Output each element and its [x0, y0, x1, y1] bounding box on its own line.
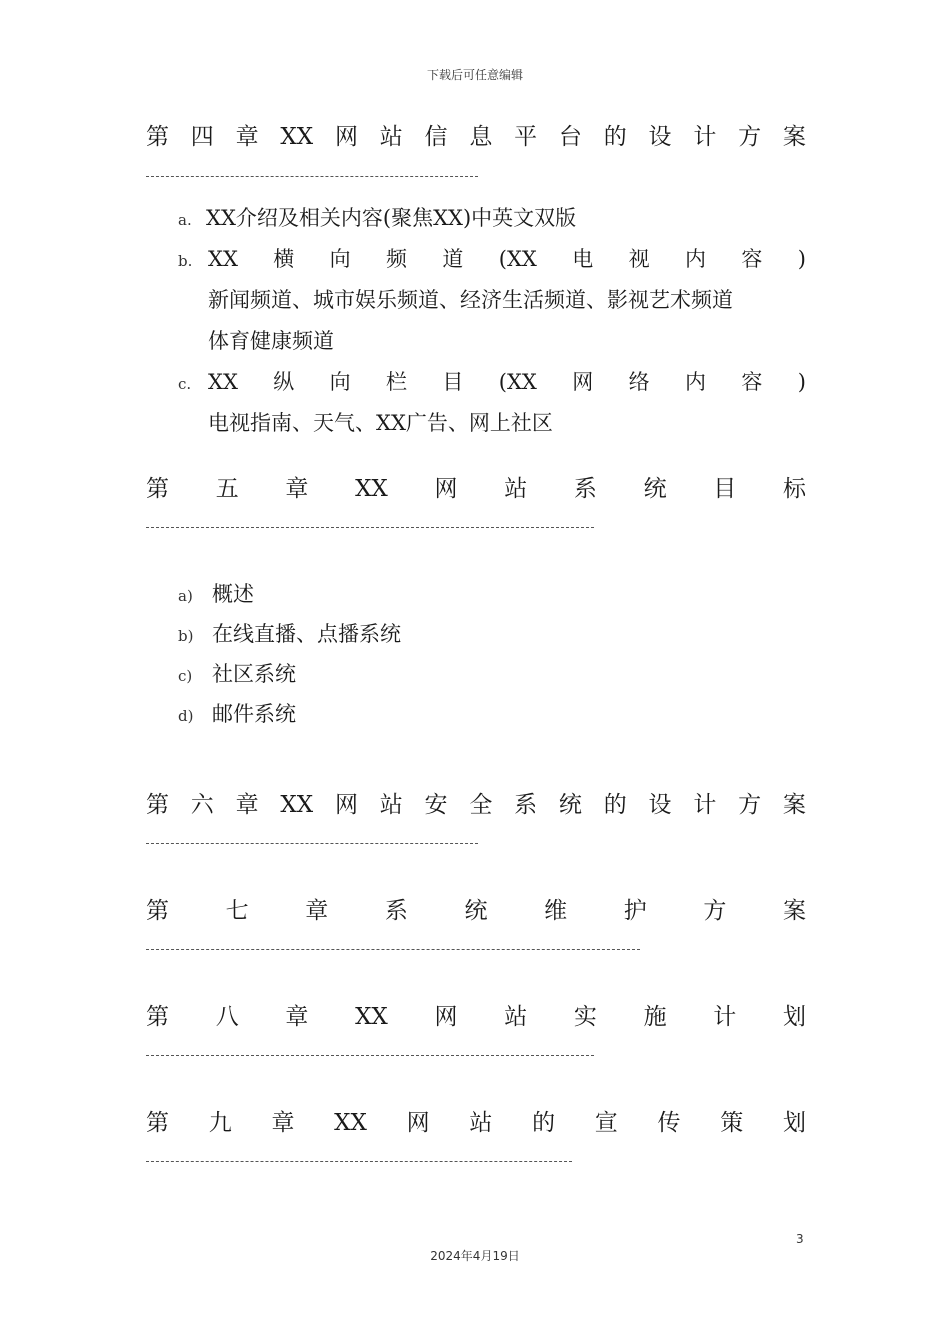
- title-glyph: 统: [464, 898, 488, 924]
- title-glyph: 容: [741, 247, 763, 271]
- title-glyph: (XX: [498, 247, 537, 271]
- title-glyph: ): [797, 370, 806, 394]
- title-glyph: 的: [603, 124, 627, 150]
- title-glyph: XX: [208, 247, 238, 271]
- title-glyph: 网: [572, 370, 594, 394]
- chapter-4-title: [146, 123, 806, 151]
- title-glyph: 内: [685, 247, 706, 271]
- title-glyph: 视: [628, 247, 650, 271]
- title-glyph: 第: [146, 1110, 169, 1136]
- title-glyph: 维: [544, 898, 568, 924]
- list-item-text: 在线直播、点播系统: [212, 622, 401, 646]
- title-glyph: 策: [720, 1110, 744, 1136]
- list-marker: c.: [178, 375, 192, 393]
- title-glyph: 站: [379, 792, 403, 818]
- title-glyph: XX: [334, 1110, 367, 1136]
- title-glyph: 系: [514, 792, 538, 818]
- page-header: 下载后可任意编辑: [426, 68, 523, 82]
- list-marker: b.: [178, 252, 193, 270]
- chapter-8-title: [146, 1003, 806, 1031]
- chapter-9-dash-leader: [146, 1161, 572, 1164]
- chapter-7-title: [146, 897, 806, 925]
- title-glyph: 实: [573, 1004, 597, 1030]
- title-glyph: ): [797, 247, 806, 271]
- list-item-c: [178, 660, 296, 690]
- title-glyph: 信: [424, 124, 448, 150]
- title-glyph: 章: [271, 1110, 295, 1136]
- page-footer-date: 2024年4月19日: [430, 1249, 520, 1263]
- chapter-5-dash-leader: [146, 527, 594, 530]
- list-item-a: [178, 580, 254, 610]
- title-glyph: 九: [208, 1110, 232, 1136]
- title-glyph: 六: [190, 792, 214, 818]
- title-glyph: 安: [424, 792, 448, 818]
- title-glyph: 全: [469, 792, 493, 818]
- title-glyph: 栏: [386, 370, 408, 394]
- title-glyph: 设: [648, 124, 672, 150]
- list-item-b-line1: [208, 245, 806, 273]
- title-glyph: 第: [146, 1004, 169, 1030]
- title-glyph: XX: [355, 476, 388, 502]
- title-glyph: 第: [146, 898, 169, 924]
- title-glyph: 站: [504, 1004, 528, 1030]
- list-item-b-marker: [178, 245, 192, 275]
- title-glyph: 电: [572, 247, 594, 271]
- title-glyph: 第: [146, 124, 169, 150]
- list-marker: a.: [178, 211, 192, 229]
- title-glyph: 网: [334, 792, 358, 818]
- list-marker: b): [178, 627, 194, 645]
- list-item-b: [178, 620, 401, 650]
- list-item-text: 概述: [212, 582, 254, 606]
- title-glyph: 系: [573, 476, 597, 502]
- title-glyph: 方: [738, 124, 762, 150]
- title-glyph: 站: [504, 476, 528, 502]
- title-glyph: 平: [514, 124, 538, 150]
- chapter-8-dash-leader: [146, 1055, 594, 1058]
- title-glyph: 八: [215, 1004, 239, 1030]
- chapter-6-dash-leader: [146, 843, 478, 846]
- list-item-text: 社区系统: [212, 662, 296, 686]
- title-glyph: 七: [225, 898, 249, 924]
- title-glyph: 四: [190, 124, 214, 150]
- list-marker: a): [178, 587, 193, 605]
- title-glyph: 站: [379, 124, 403, 150]
- title-glyph: 设: [648, 792, 672, 818]
- title-glyph: 方: [703, 898, 727, 924]
- chapter-7-dash-leader: [146, 949, 640, 952]
- title-glyph: 第: [146, 476, 169, 502]
- title-glyph: 计: [713, 1004, 737, 1030]
- title-glyph: 息: [469, 124, 493, 150]
- list-item-text: XX介绍及相关内容(聚焦XX)中英文双版: [206, 206, 577, 230]
- title-glyph: 纵: [273, 370, 295, 394]
- title-glyph: 章: [285, 476, 309, 502]
- title-glyph: 案: [783, 898, 806, 924]
- title-glyph: 的: [603, 792, 627, 818]
- title-glyph: 五: [215, 476, 239, 502]
- title-glyph: 章: [235, 792, 259, 818]
- title-glyph: 统: [558, 792, 582, 818]
- title-glyph: 向: [329, 247, 351, 271]
- list-item-c-line1: [208, 368, 806, 396]
- page-number: 3: [796, 1232, 804, 1246]
- title-glyph: 网: [434, 476, 458, 502]
- title-glyph: 标: [782, 476, 806, 502]
- title-glyph: 宣: [594, 1110, 618, 1136]
- title-glyph: 台: [558, 124, 582, 150]
- list-item-c-line2: 电视指南、天气、XX广告、网上社区: [208, 411, 553, 435]
- title-glyph: 统: [643, 476, 667, 502]
- list-marker: d): [178, 707, 194, 725]
- title-glyph: XX: [280, 792, 314, 818]
- title-glyph: XX: [280, 124, 314, 150]
- title-glyph: 划: [782, 1004, 806, 1030]
- title-glyph: 容: [741, 370, 763, 394]
- chapter-5-title: [146, 475, 806, 503]
- list-item-a: [178, 204, 576, 234]
- title-glyph: 目: [442, 370, 464, 394]
- title-glyph: 站: [469, 1110, 493, 1136]
- title-glyph: 传: [657, 1110, 681, 1136]
- title-glyph: 内: [685, 370, 706, 394]
- title-glyph: 施: [643, 1004, 667, 1030]
- title-glyph: 道: [442, 247, 464, 271]
- title-glyph: XX: [208, 370, 238, 394]
- title-glyph: 网: [406, 1110, 430, 1136]
- title-glyph: 计: [693, 124, 717, 150]
- title-glyph: 第: [146, 792, 169, 818]
- title-glyph: 频: [386, 247, 408, 271]
- title-glyph: 目: [713, 476, 737, 502]
- title-glyph: 划: [782, 1110, 806, 1136]
- title-glyph: 系: [384, 898, 408, 924]
- list-item-b-line3: 体育健康频道: [208, 329, 334, 353]
- title-glyph: 护: [623, 898, 647, 924]
- title-glyph: 案: [782, 124, 806, 150]
- chapter-9-title: [146, 1109, 806, 1137]
- title-glyph: 章: [305, 898, 329, 924]
- title-glyph: 横: [273, 247, 295, 271]
- title-glyph: 网: [434, 1004, 458, 1030]
- title-glyph: 计: [693, 792, 717, 818]
- title-glyph: 案: [782, 792, 806, 818]
- list-item-c-marker: [178, 368, 191, 398]
- list-item-b-line2: 新闻频道、城市娱乐频道、经济生活频道、影视艺术频道: [208, 288, 733, 312]
- list-item-text: 邮件系统: [212, 702, 296, 726]
- title-glyph: 的: [532, 1110, 556, 1136]
- list-item-d: [178, 700, 296, 730]
- title-glyph: 章: [235, 124, 259, 150]
- title-glyph: 章: [285, 1004, 309, 1030]
- title-glyph: 网: [334, 124, 358, 150]
- title-glyph: (XX: [498, 370, 537, 394]
- title-glyph: 向: [329, 370, 351, 394]
- chapter-6-title: [146, 791, 806, 819]
- title-glyph: 方: [738, 792, 762, 818]
- list-marker: c): [178, 667, 193, 685]
- title-glyph: 络: [628, 370, 650, 394]
- title-glyph: XX: [355, 1004, 388, 1030]
- chapter-4-dash-leader: [146, 176, 478, 179]
